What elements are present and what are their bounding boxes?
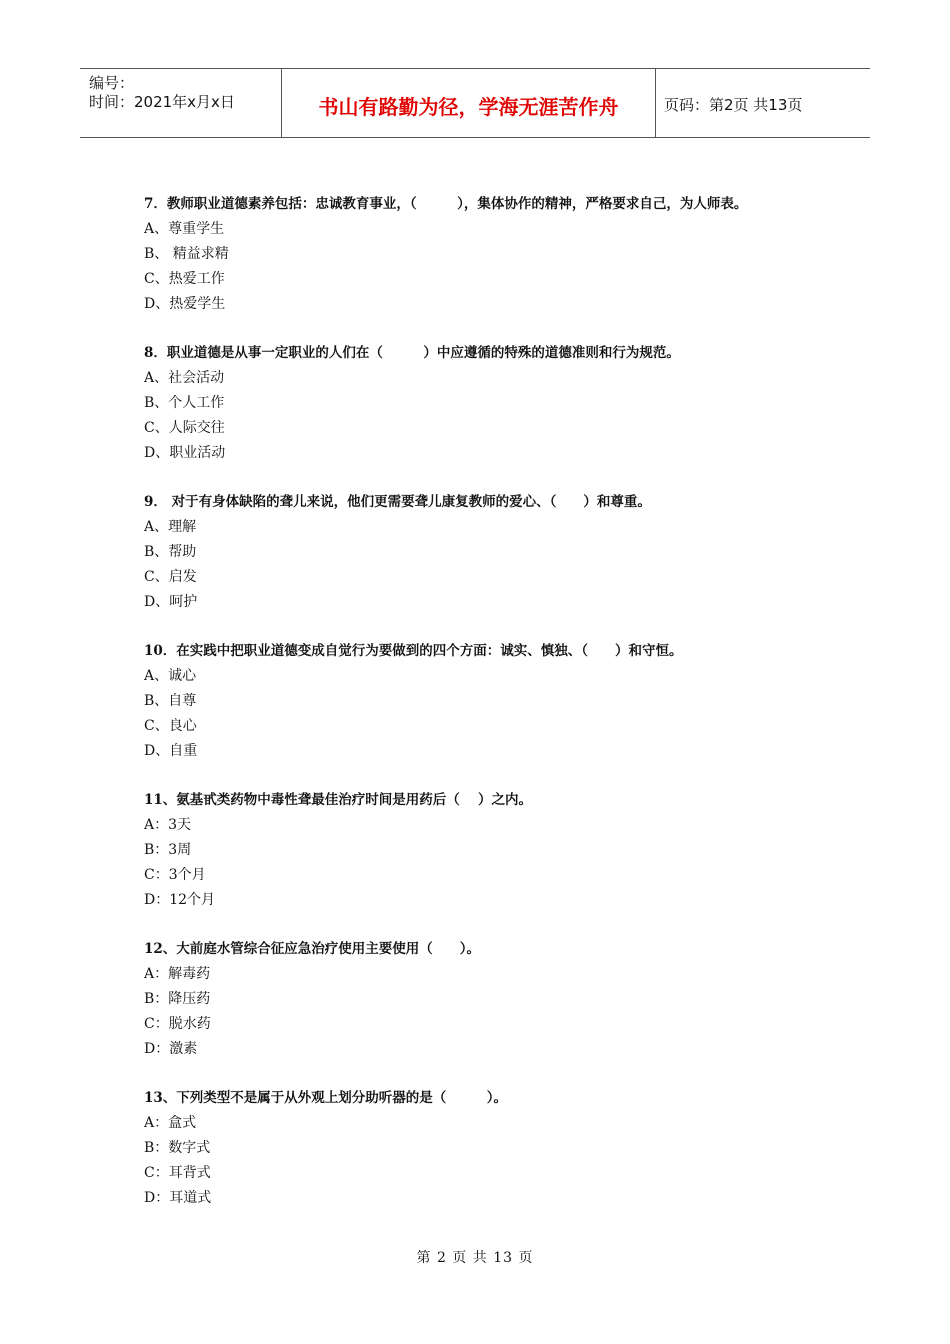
option-c: C：脱水药 xyxy=(144,1016,211,1032)
option-a: A、诚心 xyxy=(144,668,197,684)
number-label: 编号： xyxy=(89,74,135,92)
option-b: B：降压药 xyxy=(144,991,211,1007)
option-c: C：耳背式 xyxy=(144,1165,211,1181)
option-c: C、良心 xyxy=(144,718,197,734)
page-info: 页码：第2页 共13页 xyxy=(664,96,803,114)
header-motto-cell xyxy=(281,69,656,137)
question-13 xyxy=(144,1088,864,1213)
question-9 xyxy=(144,492,864,617)
option-d: D、呵护 xyxy=(144,594,198,610)
question-text: 8．职业道德是从事一定职业的人们在（ ）中应遵循的特殊的道德准则和行为规范。 xyxy=(144,345,680,361)
page-header xyxy=(80,68,870,138)
option-a: A、社会活动 xyxy=(144,370,225,386)
time-label: 时间：2021年x月x日 xyxy=(89,93,235,111)
question-8 xyxy=(144,343,864,468)
option-b: B、自尊 xyxy=(144,693,197,709)
question-text: 9． 对于有身体缺陷的聋儿来说，他们更需要聋儿康复教师的爱心、（ ）和尊重。 xyxy=(144,494,651,510)
header-meta-cell xyxy=(80,69,280,137)
option-d: D、自重 xyxy=(144,743,198,759)
question-text: 12、大前庭水管综合征应急治疗使用主要使用（ ）。 xyxy=(144,941,481,957)
option-c: C：3个月 xyxy=(144,867,206,883)
question-11 xyxy=(144,790,864,915)
question-7 xyxy=(144,194,864,319)
question-10 xyxy=(144,641,864,766)
option-c: C、热爱工作 xyxy=(144,271,225,287)
option-a: A：3天 xyxy=(144,817,192,833)
question-list xyxy=(144,194,864,1237)
option-d: D：耳道式 xyxy=(144,1190,212,1206)
question-text: 7．教师职业道德素养包括：忠诚教育事业，（ ），集体协作的精神，严格要求自己，为人师表。 xyxy=(144,196,748,212)
option-c: C、启发 xyxy=(144,569,197,585)
option-b: B、个人工作 xyxy=(144,395,225,411)
question-text: 13、下列类型不是属于从外观上划分助听器的是（ ）。 xyxy=(144,1090,508,1106)
option-d: D：12个月 xyxy=(144,892,216,908)
option-a: A、尊重学生 xyxy=(144,221,225,237)
option-c: C、人际交往 xyxy=(144,420,225,436)
header-page-cell xyxy=(655,69,870,137)
option-b: B：数字式 xyxy=(144,1140,211,1156)
option-a: A、理解 xyxy=(144,519,197,535)
option-d: D、热爱学生 xyxy=(144,296,226,312)
motto: 书山有路勤为径，学海无涯苦作舟 xyxy=(318,95,619,119)
option-b: B：3周 xyxy=(144,842,192,858)
option-a: A：盒式 xyxy=(144,1115,197,1131)
option-b: B、 精益求精 xyxy=(144,246,229,262)
question-12 xyxy=(144,939,864,1064)
option-d: D：激素 xyxy=(144,1041,198,1057)
option-b: B、帮助 xyxy=(144,544,197,560)
option-d: D、职业活动 xyxy=(144,445,226,461)
page-footer: 第 2 页 共 13 页 xyxy=(416,1250,534,1266)
question-text: 10．在实践中把职业道德变成自觉行为要做到的四个方面：诚实、慎独、（ ）和守恒。 xyxy=(144,643,683,659)
question-text: 11、氨基甙类药物中毒性聋最佳治疗时间是用药后（ ）之内。 xyxy=(144,792,532,808)
option-a: A：解毒药 xyxy=(144,966,211,982)
